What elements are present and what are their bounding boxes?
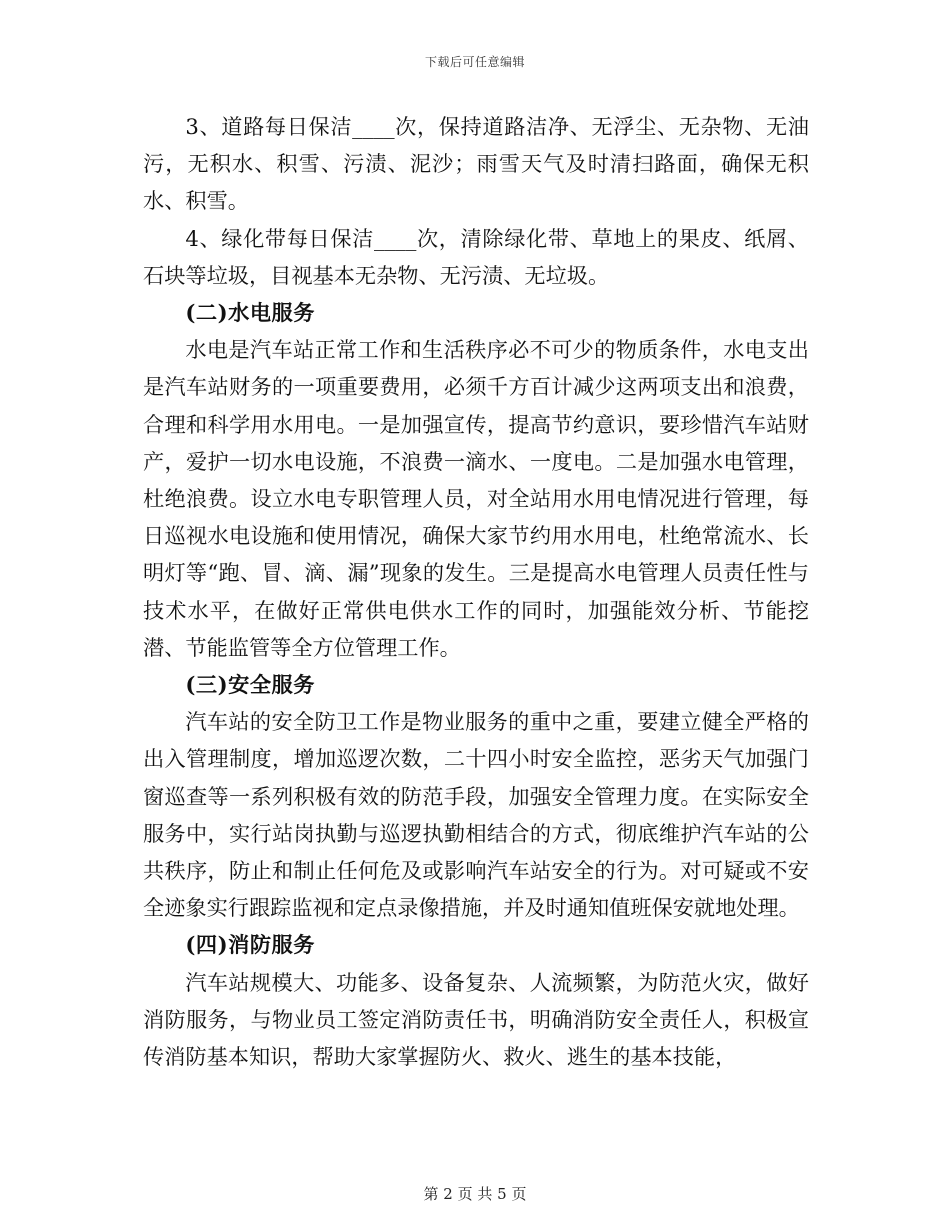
- paragraph-security: 汽车站的安全防卫工作是物业服务的重中之重，要建立健全严格的出入管理制度，增加巡逻次数，二十四小时安全监控，恶劣天气加强门窗巡查等一系列积极有效的防范手段，加强安全管理力度。在实际安全服务中，实行站岗执勤与巡逻执勤相结合的方式，彻底维护汽车站的公共秩序，防止和制止任何危及或影响汽车站安全的行为。对可疑或不安全迹象实行跟踪监视和定点录像措施，并及时通知值班保安就地处理。: [143, 709, 809, 921]
- page-footer: 第 2 页 共 5 页: [423, 1185, 527, 1203]
- page-header: 下载后可任意编辑: [424, 55, 525, 69]
- document-body: [143, 108, 809, 1075]
- paragraph-greenbelt-cleaning: 4、绿化带每日保洁____次，清除绿化带、草地上的果皮、纸屑、石块等垃圾，目视基本无杂物、无污渍、无垃圾。: [143, 225, 809, 288]
- section-heading-water-electric: (二)水电服务: [185, 300, 315, 326]
- section-heading-security: (三)安全服务: [185, 672, 315, 698]
- paragraph-road-cleaning: 3、道路每日保洁____次，保持道路洁净、无浮尘、无杂物、无油污，无积水、积雪、污渍、泥沙；雨雪天气及时清扫路面，确保无积水、积雪。: [143, 114, 809, 214]
- paragraph-water-electric: 水电是汽车站正常工作和生活秩序必不可少的物质条件，水电支出是汽车站财务的一项重要费用，必须千方百计减少这两项支出和浪费，合理和科学用水用电。一是加强宣传，提高节约意识，要珍惜汽车站财产，爱护一切水电设施，不浪费一滴水、一度电。二是加强水电管理，杜绝浪费。设立水电专职管理人员，对全站用水用电情况进行管理，每日巡视水电设施和使用情况，确保大家节约用水用电，杜绝常流水、长明灯等“跑、冒、滴、漏”现象的发生。三是提高水电管理人员责任性与技术水平，在做好正常供电供水工作的同时，加强能效分析、节能挖潜、节能监管等全方位管理工作。: [143, 337, 809, 660]
- paragraph-fire: 汽车站规模大、功能多、设备复杂、人流频繁，为防范火灾，做好消防服务，与物业员工签定消防责任书，明确消防安全责任人，积极宣传消防基本知识，帮助大家掌握防火、救火、逃生的基本技能，: [143, 969, 809, 1070]
- section-heading-fire: (四)消防服务: [185, 932, 315, 958]
